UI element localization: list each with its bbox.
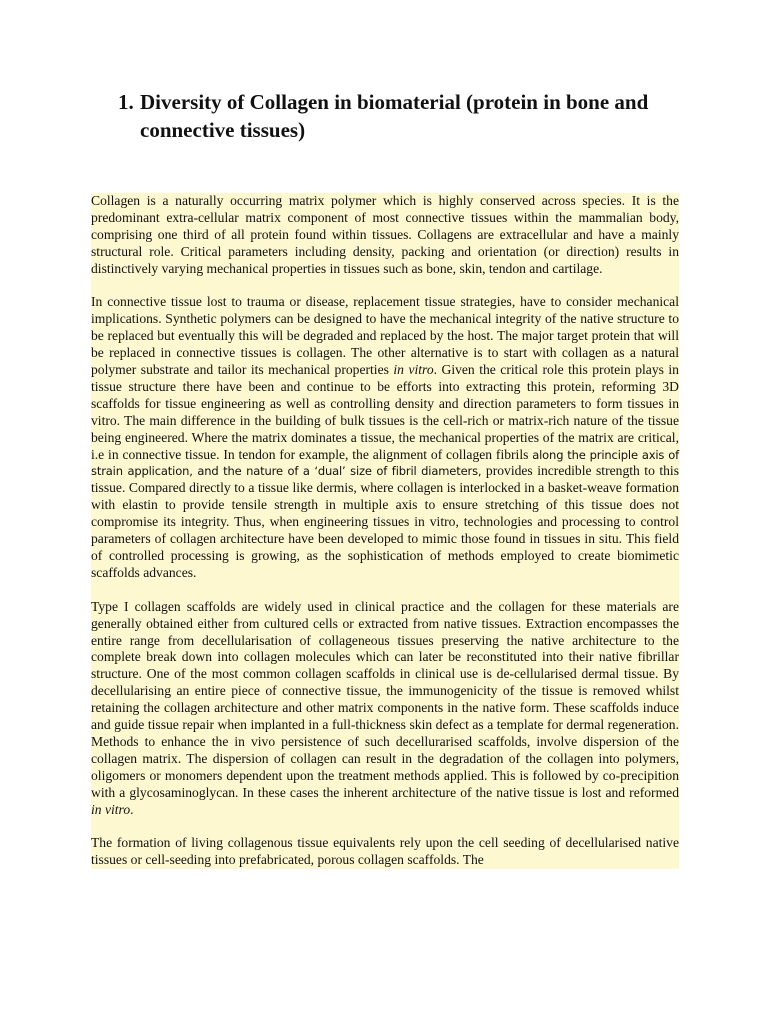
paragraph-4 — [91, 835, 679, 869]
paragraph-1-text: Collagen is a naturally occurring matrix polymer which is highly conserved across species. It is the predominant extra-cellular matrix component of most connective tissues within the mammalian body, comprising one third of all protein found within tissues. Collagens are extracellular and have a mainly structural role. Critical parameters including density, packing and orientation (or direction) results in distinctively varying mechanical properties in tissues such as bone, skin, tendon and cartilage. — [91, 193, 679, 276]
paragraph-3 — [91, 599, 679, 819]
paragraph-2-mixed-font-text: along the principle axis of strain application, and the nature of a ‘dual’ size of fibril diameters, — [91, 447, 679, 479]
paragraph-2-text-d: provides incredible strength to this tissue. Compared directly to a tissue like dermis, where collagen is interlocked in a basket-weave formation with elastin to provide tensile strength in multiple axis to ensure stretching of this tissue does not compromise its integrity. Thus, when engineering tissues in vitro, technologies and processing to control parameters of collagen architecture have been developed to mimic those found in tissues in situ. This field of controlled processing is growing, as the sophistication of methods employed to create biomimetic scaffolds advances. — [91, 463, 679, 580]
paragraph-3-italic: in vitro — [91, 801, 131, 817]
paragraph-2-italic: in vitro — [393, 362, 434, 378]
section-title: Diversity of Collagen in biomaterial (protein in bone and connective tissues) — [140, 90, 649, 142]
paragraph-1 — [91, 193, 679, 278]
section-number: 1. — [118, 90, 134, 114]
paragraph-2-text-b: . Given the critical role this protein plays in tissue structure there have been and continue to be efforts into extracting this protein, reforming 3D scaffolds for tissue engineering as well as controlling density and direction parameters to form tissues in vitro. The main difference in the building of bulk tissues is the cell-rich or matrix-rich nature of the tissue being engineered. Where the matrix dominates a tissue, the mechanical properties of the matrix are critical, i.e in connective tissue. In tendon for example, the alignment of collagen fibrils — [91, 362, 679, 462]
paragraph-2-text-a: In connective tissue lost to trauma or disease, replacement tissue strategies, have to consider mechanical implications. Synthetic polymers can be designed to have the mechanical integrity of the native structure to be replaced but eventually this will be degraded and replaced by the host. The major target protein that will be replaced in connective tissues is collagen. The other alternative is to start with collagen as a natural polymer substrate and tailor its mechanical properties — [91, 294, 679, 378]
paragraph-3-text-a: Type I collagen scaffolds are widely used in clinical practice and the collagen for these materials are generally obtained either from cultured cells or extracted from native tissues. Extraction encompasses the entire range from decellularisation of collageneous tissues preserving the native architecture to the complete break down into collagen molecules which can later be reconstituted into their native fibrillar structure. One of the most common collagen scaffolds in clinical use is de-cellularised dermal tissue. By decellularising an entire piece of connective tissue, the immunogenicity of the tissue is removed whilst retaining the collagen architecture and other matrix components in the native form. These scaffolds induce and guide tissue repair when implanted in a full-thickness skin defect as a template for dermal regeneration. Methods to enhance the in vivo persistence of such decellurarised scaffolds, involve dispersion of the collagen matrix. The dispersion of collagen can result in the degradation of the collagen into polymers, oligomers or monomers dependent upon the treatment methods applied. This is followed by co-precipition with a glycosaminoglycan. In these cases the inherent architecture of the native tissue is lost and reformed — [91, 598, 679, 800]
highlighted-body-text — [91, 193, 679, 869]
paragraph-gap — [91, 819, 679, 836]
paragraph-4-text: The formation of living collagenous tissue equivalents rely upon the cell seeding of decellularised native tissues or cell-seeding into prefabricated, porous collagen scaffolds. The — [91, 835, 679, 868]
section-heading — [118, 88, 678, 144]
paragraph-2 — [91, 294, 679, 581]
paragraph-gap — [91, 278, 679, 295]
paragraph-3-text-b: . — [130, 801, 134, 817]
paragraph-gap — [91, 582, 679, 599]
